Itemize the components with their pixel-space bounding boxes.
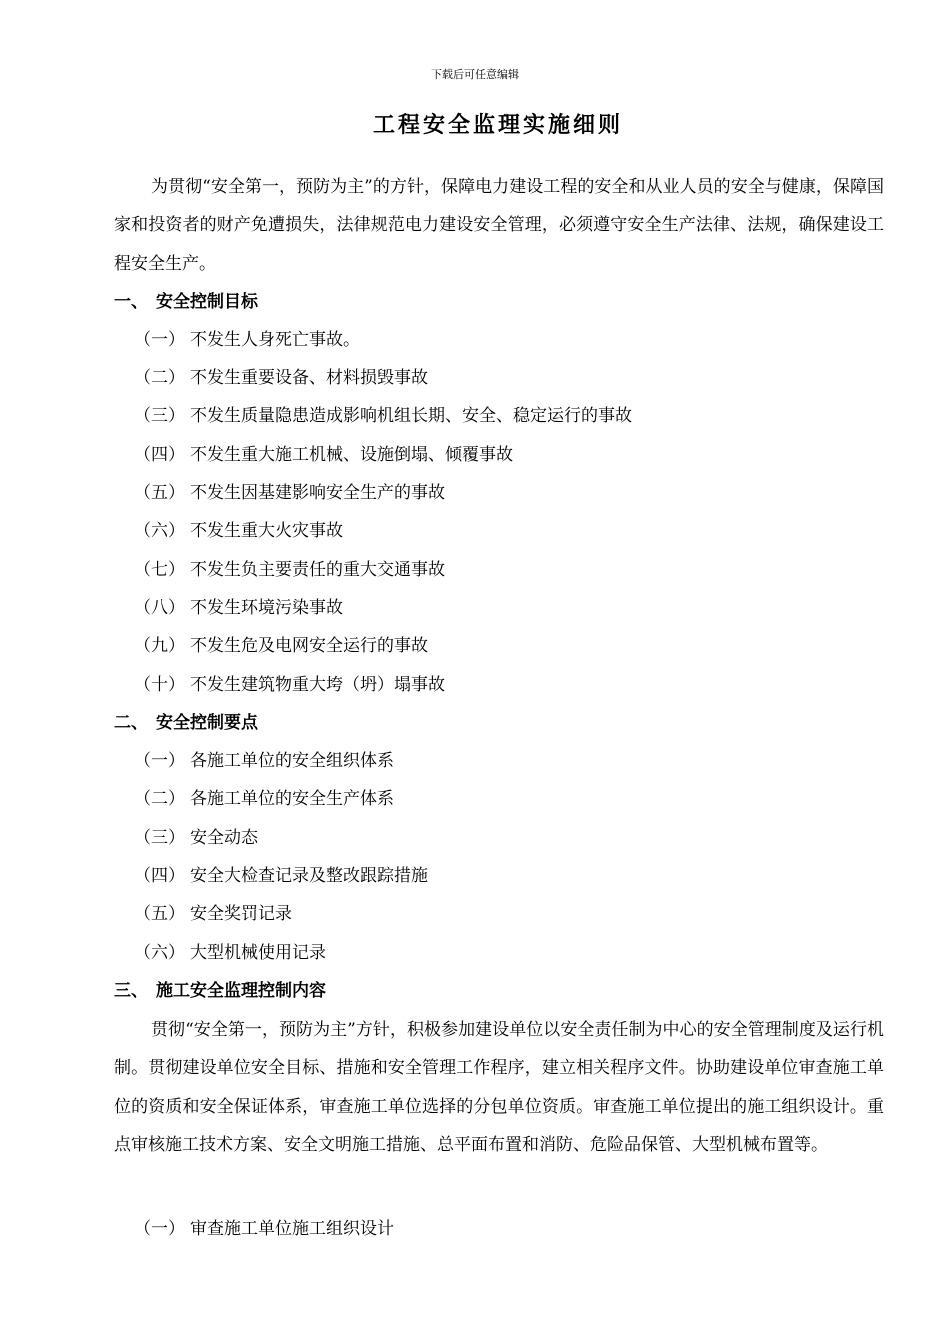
- item-text: 不发生建筑物重大垮（坍）塌事故: [190, 675, 445, 695]
- item-number: （四）: [134, 445, 185, 465]
- item-number: （六）: [134, 521, 185, 541]
- list-item: [134, 895, 874, 933]
- list-item: [134, 474, 874, 512]
- item-number: （九）: [134, 636, 185, 656]
- item-number: （三）: [134, 828, 185, 848]
- header-note: 下载后可任意编辑: [431, 68, 519, 81]
- item-number: （八）: [134, 598, 185, 618]
- list-item: [134, 321, 874, 359]
- list-item: [134, 397, 874, 435]
- section-number: 一、: [114, 292, 148, 312]
- list-item: [134, 589, 874, 627]
- item-text: 不发生危及电网安全运行的事故: [190, 636, 428, 656]
- item-text: 大型机械使用记录: [190, 943, 326, 963]
- section-heading-3: [114, 972, 884, 1010]
- item-text: 各施工单位的安全组织体系: [190, 751, 394, 771]
- item-number: （二）: [134, 789, 185, 809]
- intro-paragraph: 为贯彻“安全第一，预防为主”的方针，保障电力建设工程的安全和从业人员的安全与健康，保障国家和投资者的财产免遭损失，法律规范电力建设安全管理，必须遵守安全生产法律、法规，确保建设工程安全生产。: [114, 177, 884, 274]
- item-text: 不发生人身死亡事故。: [190, 330, 360, 350]
- item-number: （一）: [134, 751, 185, 771]
- list-item: [134, 819, 874, 857]
- item-text: 不发生因基建影响安全生产的事故: [190, 483, 445, 503]
- item-number: （十）: [134, 675, 185, 695]
- item-text: 审查施工单位施工组织设计: [190, 1219, 394, 1239]
- section-title: 安全控制要点: [156, 713, 258, 733]
- list-item: [134, 934, 874, 972]
- item-text: 安全奖罚记录: [190, 904, 292, 924]
- item-text: 安全大检查记录及整改跟踪措施: [190, 866, 428, 886]
- document-title: 工程安全监理实施细则: [372, 112, 623, 138]
- list-item: [134, 512, 874, 550]
- section-number: 二、: [114, 713, 148, 733]
- item-text: 不发生重要设备、材料损毁事故: [190, 368, 428, 388]
- item-number: （六）: [134, 943, 185, 963]
- item-number: （一）: [134, 1219, 185, 1239]
- section-title: 安全控制目标: [156, 292, 258, 312]
- section-title: 施工安全监理控制内容: [156, 981, 326, 1001]
- item-number: （一）: [134, 330, 185, 350]
- item-text: 安全动态: [190, 828, 258, 848]
- section-paragraph: 贯彻“安全第一，预防为主”方针，积极参加建设单位以安全责任制为中心的安全管理制度及运行机制。贯彻建设单位安全目标、措施和安全管理工作程序，建立相关程序文件。协助建设单位审查施工单位的资质和安全保证体系，审查施工单位选择的分包单位资质。审查施工单位提出的施工组织设计。重点审核施工技术方案、安全文明施工措施、总平面布置和消防、危险品保管、大型机械布置等。: [114, 1020, 884, 1155]
- item-number: （三）: [134, 406, 185, 426]
- item-number: （四）: [134, 866, 185, 886]
- item-text: 不发生重大施工机械、设施倒塌、倾覆事故: [190, 445, 513, 465]
- section-number: 三、: [114, 981, 148, 1001]
- item-text: 不发生环境污染事故: [190, 598, 343, 618]
- item-number: （七）: [134, 560, 185, 580]
- list-item: [134, 436, 874, 474]
- item-number: （二）: [134, 368, 185, 388]
- item-text: 各施工单位的安全生产体系: [190, 789, 394, 809]
- list-item: [134, 551, 874, 589]
- item-text: 不发生负主要责任的重大交通事故: [190, 560, 445, 580]
- item-number: （五）: [134, 483, 185, 503]
- list-item: [134, 742, 874, 780]
- list-item: [134, 1210, 874, 1248]
- item-text: 不发生质量隐患造成影响机组长期、安全、稳定运行的事故: [190, 406, 632, 426]
- section-heading-2: [114, 704, 884, 742]
- list-item: [134, 627, 874, 665]
- item-text: 不发生重大火灾事故: [190, 521, 343, 541]
- list-item: [134, 857, 874, 895]
- list-item: [134, 780, 874, 818]
- list-item: [134, 666, 874, 704]
- list-item: [134, 359, 874, 397]
- section-heading-1: [114, 283, 884, 321]
- item-number: （五）: [134, 904, 185, 924]
